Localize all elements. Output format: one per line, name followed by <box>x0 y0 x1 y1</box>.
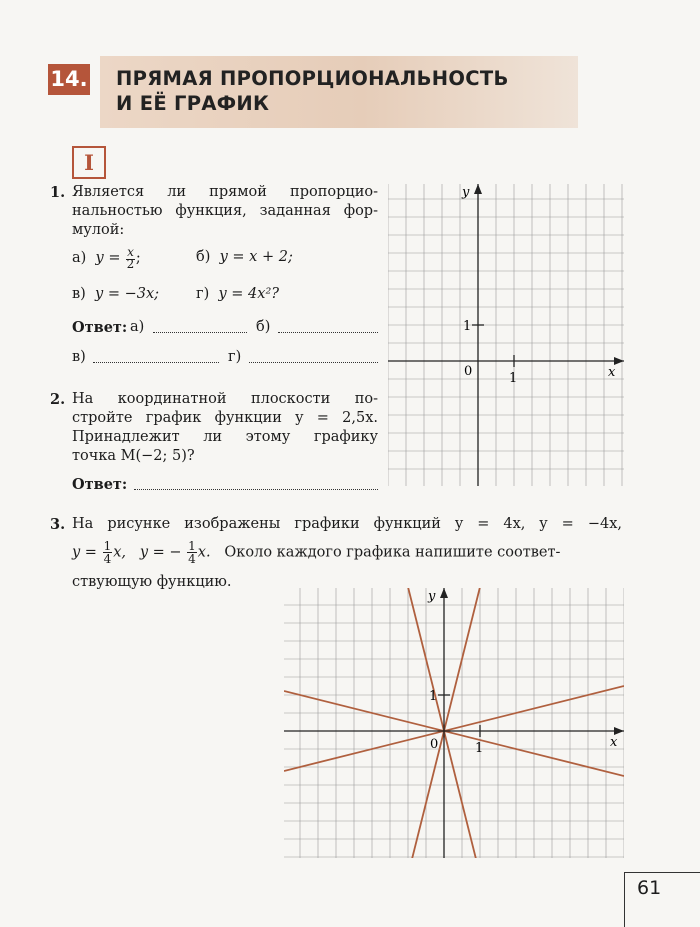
f4-lhs: y = − <box>139 544 182 561</box>
option-a <box>72 246 141 270</box>
task2-answer-label: Ответ: <box>72 476 128 493</box>
grid-1-x1-label: 1 <box>509 371 518 386</box>
answer-v-blank[interactable] <box>93 348 219 363</box>
answer-a-label: а) <box>130 319 145 335</box>
option-a-label: а) <box>72 250 87 266</box>
answer-b-label: б) <box>256 319 271 335</box>
task1-line3: мулой: <box>72 222 125 238</box>
option-g-label: г) <box>196 286 210 302</box>
task2-line1: На координатной плоскости по- <box>72 391 378 407</box>
option-g-formula: y = 4x²? <box>218 286 280 302</box>
answer-g-label: г) <box>228 349 242 365</box>
f3-tail: x, <box>113 544 126 561</box>
task1-line1: Является ли прямой пропорцио- <box>72 184 378 200</box>
answer-v-label: в) <box>72 349 86 365</box>
f3-num: 1 <box>103 539 112 553</box>
graph-y-minus-4x <box>284 588 624 858</box>
grid-1-origin: 0 <box>464 364 473 379</box>
grid-1-y1-label: 1 <box>463 319 472 334</box>
option-v <box>72 285 159 304</box>
task1-line2: нальностью функция, заданная фор- <box>72 203 378 219</box>
task3-line2-rest: Около каждого графика напишите соответ- <box>224 544 561 561</box>
task3-line3: ствующую функцию. <box>72 574 232 590</box>
task3-number: 3. <box>50 516 66 533</box>
task3-line2 <box>72 540 560 565</box>
f4-tail: x. <box>197 544 211 561</box>
f4-num: 1 <box>188 539 196 553</box>
option-g <box>196 285 279 304</box>
option-v-label: в) <box>72 286 86 302</box>
grid-1-x-arrow <box>614 357 624 365</box>
task2-line4: точка M(−2; 5)? <box>72 448 195 464</box>
graph-y-minus-quarter-x <box>284 691 624 776</box>
grid-2-function-graphs <box>284 588 624 858</box>
f3-den: 4 <box>103 552 112 566</box>
page-number: 61 <box>624 872 700 927</box>
f4-fraction <box>187 540 197 565</box>
grid-2-y-label: y <box>428 589 436 604</box>
f3-fraction <box>103 540 113 565</box>
grid-2-origin: 0 <box>430 737 439 752</box>
grid-1-y-arrow <box>474 184 482 194</box>
task3-line1: На рисунке изображены графики функций y = 4x, y = −4x, <box>72 516 622 532</box>
coordinate-grid-2[interactable] <box>284 588 624 858</box>
f4-den: 4 <box>188 552 196 566</box>
option-b-label: б) <box>196 249 211 265</box>
option-a-lhs: y = <box>95 250 121 266</box>
title-line-2: И ЕЁ ГРАФИК <box>116 92 270 115</box>
grid-2-x-label: x <box>610 735 618 750</box>
option-v-formula: y = −3x; <box>95 286 160 302</box>
task2-line3: Принадлежит ли этому графику <box>72 429 378 445</box>
answer-a-blank[interactable] <box>153 318 247 333</box>
task1-number: 1. <box>50 184 66 201</box>
graph-y-quarter-x <box>284 686 624 771</box>
grid-2-y-arrow <box>440 588 448 598</box>
title-line-1: ПРЯМАЯ ПРОПОРЦИОНАЛЬНОСТЬ <box>116 67 509 90</box>
section-number: 14. <box>48 64 90 95</box>
graph-y-4x <box>284 588 624 858</box>
option-b-formula: y = x + 2; <box>219 249 293 265</box>
option-a-tail: ; <box>135 250 141 266</box>
option-b <box>196 248 293 267</box>
task1-answer-label: Ответ: <box>72 319 128 336</box>
grid-2-y1-label: 1 <box>429 689 438 704</box>
f3-lhs: y = <box>72 544 97 561</box>
task2-line2: стройте график функции y = 2,5x. <box>72 410 378 426</box>
answer-g-blank[interactable] <box>249 348 378 363</box>
grid-2-x1-label: 1 <box>475 741 484 756</box>
grid-1-x-label: x <box>608 365 616 380</box>
option-a-den: 2 <box>126 257 135 271</box>
grid-1-y-label: y <box>462 185 470 200</box>
variant-badge: I <box>72 146 106 179</box>
section-title <box>116 66 576 116</box>
answer-b-blank[interactable] <box>278 318 378 333</box>
grid-2-lines <box>284 588 624 858</box>
option-a-fraction <box>126 246 135 270</box>
grid-2-x-arrow <box>614 727 624 735</box>
grid-1-lines <box>388 184 624 486</box>
task2-number: 2. <box>50 391 66 408</box>
task2-answer-blank[interactable] <box>134 475 378 490</box>
option-a-num: x <box>127 245 134 259</box>
coordinate-grid-1[interactable] <box>388 184 624 486</box>
